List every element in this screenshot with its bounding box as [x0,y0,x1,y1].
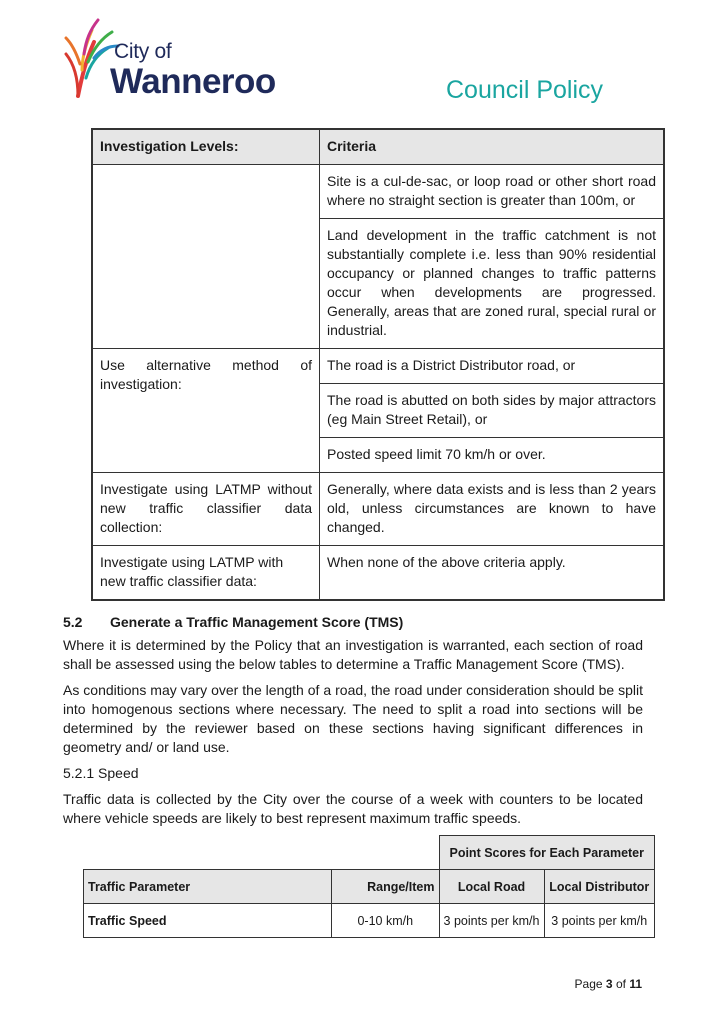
page-number: 3 [605,977,613,991]
table-row [92,349,664,384]
table-group-header-row [84,836,655,870]
page-footer [575,977,642,991]
traffic-score-table [83,835,655,938]
parameter-cell: Traffic Speed [84,904,332,938]
paragraph-homogenous-sections: As conditions may vary over the length of a road, the road under consideration should be split into homogenous sections where necessary. The need to split a road into sections will be determined by the reviewer based on these sections having significant differences in geometry and/ or land use. [63,682,643,755]
level-cell: Investigate using LATMP without new traffic classifier data collection: [92,473,320,546]
blank-cell [84,836,440,870]
section-number: 5.2 [63,614,83,630]
level-cell [92,165,320,349]
page-label: Page [574,977,603,991]
table-row [92,546,664,601]
header-investigation-levels: Investigation Levels: [92,129,320,165]
range-cell: 0-10 km/h [332,904,439,938]
table-row [92,473,664,546]
header-criteria: Criteria [320,129,665,165]
criteria-cell: Posted speed limit 70 km/h or over. [320,438,665,473]
table-row [92,165,664,219]
header-local-distributor: Local Distributor [544,870,655,904]
header-range-item: Range/Item [332,870,439,904]
criteria-cell: Land development in the traffic catchment is not substantially complete i.e. less than 90% residential occupancy or planned changes to traffic patterns occur when developments are progressed. Generally, areas that are zoned rural, special rural or industrial. [320,219,665,349]
subheading-speed: 5.2.1 Speed [63,765,139,781]
city-of-wanneroo-logo [64,18,294,102]
local-road-cell: 3 points per km/h [439,904,544,938]
table-header-row [92,129,664,165]
logo-city-of: City of [114,40,172,63]
header-traffic-parameter: Traffic Parameter [84,870,332,904]
criteria-cell: The road is a District Distributor road, or [320,349,665,384]
local-distributor-cell: 3 points per km/h [544,904,655,938]
criteria-cell: The road is abutted on both sides by major attractors (eg Main Street Retail), or [320,384,665,438]
criteria-cell: Generally, where data exists and is less than 2 years old, unless circumstances are known to have changed. [320,473,665,546]
paragraph-intro: Where it is determined by the Policy that an investigation is warranted, each section of road shall be assessed using the below tables to determine a Traffic Management Score (TMS). [63,637,643,672]
group-header-point-scores: Point Scores for Each Parameter [439,836,655,870]
policy-title: Council Policy [446,76,604,104]
paragraph-traffic-data: Traffic data is collected by the City over the course of a week with counters to be located where vehicle speeds are likely to best represent maximum traffic speeds. [63,791,643,826]
criteria-cell: When none of the above criteria apply. [320,546,665,601]
investigation-criteria-table [91,128,665,601]
table-row [84,904,655,938]
logo-wanneroo: Wanneroo [110,62,276,101]
header-local-road: Local Road [439,870,544,904]
section-title: Generate a Traffic Management Score (TMS) [110,614,404,630]
level-cell: Use alternative method of investigation: [92,349,320,473]
level-cell: Investigate using LATMP with new traffic classifier data: [92,546,320,601]
criteria-cell: Site is a cul-de-sac, or loop road or other short road where no straight section is greater than 100m, or [320,165,665,219]
section-heading [63,614,403,630]
table-header-row [84,870,655,904]
of-label: of [615,977,626,991]
total-pages: 11 [629,977,642,991]
